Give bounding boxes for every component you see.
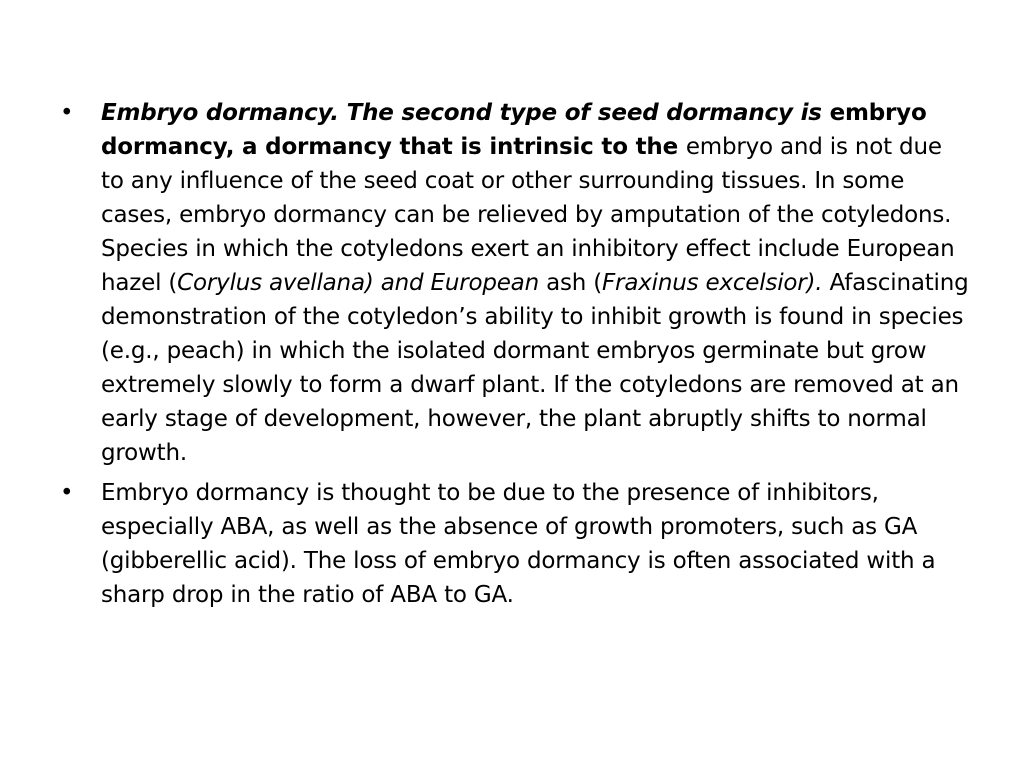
- bullet-1-body-text-2: ash (: [538, 270, 603, 296]
- bullet-1-body-text-3: Afascinating demonstration of the cotyledon’s ability to inhibit growth is found in species (e.g., peach) in which the isolated dormant embryos germinate but grow extremely slowly to form a dwarf plant. If the cotyledons are removed at an early stage of development, however, the plant abruptly shifts to normal growth.: [101, 270, 969, 466]
- bullet-2-body-text: Embryo dormancy is thought to be due to the presence of inhibitors, especially ABA, as well as the absence of growth promoters, such as GA (gibberellic acid). The loss of embryo dormancy is often associated with a sharp drop in the ratio of ABA to GA.: [101, 480, 936, 608]
- bullet-icon: •: [60, 480, 74, 506]
- bullet-1-heading-text: Embryo dormancy. The second type of seed dormancy is: [101, 100, 830, 126]
- bullet-icon: •: [60, 100, 74, 126]
- bullet-1-species-name-hazel: Corylus avellana) and European: [177, 270, 539, 296]
- bullet-item-embryo-dormancy: [60, 96, 970, 470]
- bullet-item-inhibitors: [60, 476, 970, 612]
- bullet-1-species-name-ash: Fraxinus excelsior).: [602, 270, 823, 296]
- bullet-1-bold-text: embryo dormancy, a dormancy that is intrinsic to the: [101, 100, 927, 160]
- bullet-list: [60, 96, 970, 618]
- bullet-1-body-text: embryo and is not due to any influence of the seed coat or other surrounding tissues. In some cases, embryo dormancy can be relieved by amputation of the cotyledons. Species in which the cotyledons exert an inhibitory effect include European hazel (: [101, 134, 955, 296]
